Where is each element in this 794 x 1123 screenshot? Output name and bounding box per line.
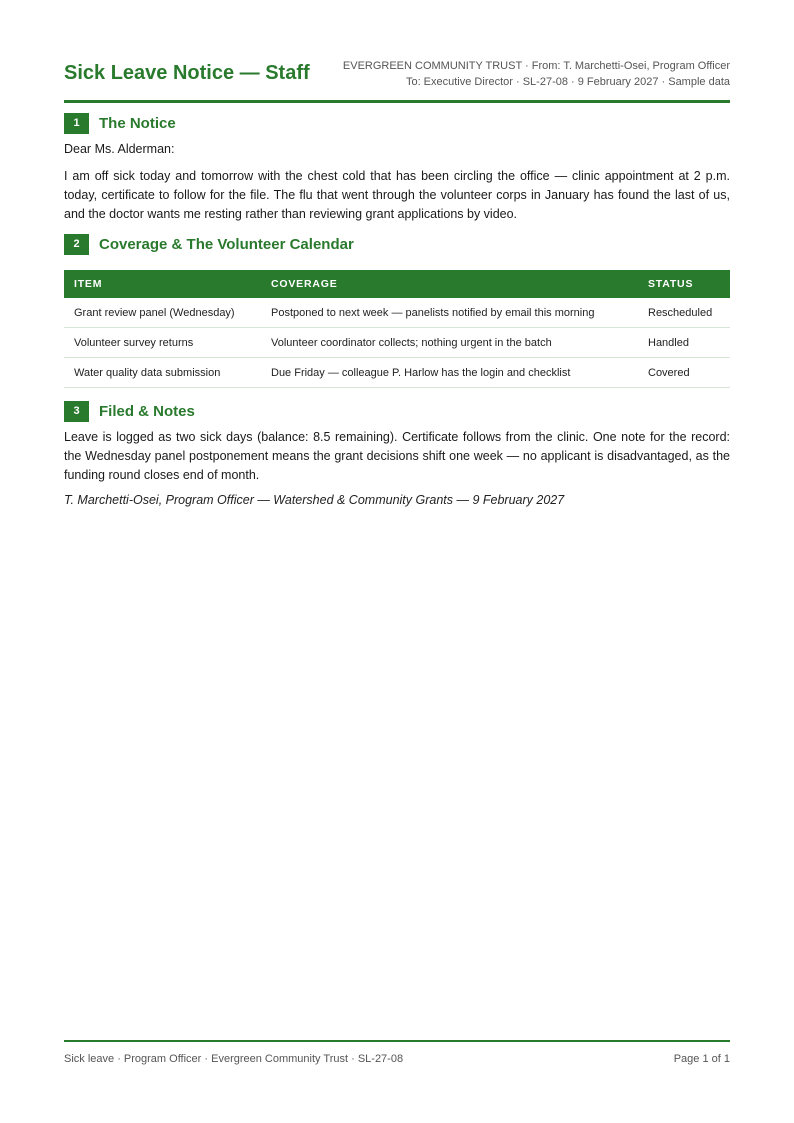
table-cell-status: Handled xyxy=(638,328,730,358)
section-title: Coverage & The Volunteer Calendar xyxy=(99,236,354,253)
table-row xyxy=(64,298,730,328)
table-cell-coverage: Volunteer coordinator collects; nothing urgent in the batch xyxy=(261,328,638,358)
header-meta xyxy=(343,58,730,90)
column-header-coverage: COVERAGE xyxy=(271,278,338,290)
section-number: 1 xyxy=(64,113,89,134)
page-footer xyxy=(64,1040,730,1072)
salutation: Dear Ms. Alderman: xyxy=(64,142,175,156)
notice-body: I am off sick today and tomorrow with the chest cold that has been circling the office — clinic appointment at 2 p.m. today, certificate to follow for the file. The flu that went through the volunteer corps in January has found the last of us, and the doctor wants me resting rather than reviewing grant applications by video. xyxy=(64,169,730,221)
section-number: 3 xyxy=(64,401,89,422)
header-meta-line1: EVERGREEN COMMUNITY TRUST · From: T. Marchetti-Osei, Program Officer xyxy=(342,60,730,72)
header-meta-line2: To: Executive Director · SL-27-08 · 9 February 2027 · Sample data xyxy=(405,76,730,88)
table-row xyxy=(64,358,730,388)
table-cell-status: Covered xyxy=(638,358,730,388)
column-header-status: STATUS xyxy=(648,278,694,290)
table-cell-item: Grant review panel (Wednesday) xyxy=(64,298,261,328)
table-cell-item: Water quality data submission xyxy=(64,358,261,388)
table-cell-coverage: Postponed to next week — panelists notified by email this morning xyxy=(261,298,638,328)
section-title: Filed & Notes xyxy=(99,403,195,420)
table-cell-item: Volunteer survey returns xyxy=(64,328,261,358)
table-cell-status: Rescheduled xyxy=(638,298,730,328)
column-header-item: ITEM xyxy=(74,278,103,290)
coverage-table xyxy=(64,270,730,388)
document-header xyxy=(64,56,730,103)
table-header-row xyxy=(64,270,730,298)
section-title: The Notice xyxy=(99,115,176,132)
page-number: Page 1 of 1 xyxy=(673,1053,730,1065)
page-title: Sick Leave Notice — Staff xyxy=(64,62,310,84)
table-row xyxy=(64,328,730,358)
notes-body: Leave is logged as two sick days (balance: 8.5 remaining). Certificate follows from the clinic. One note for the record: the Wednesday panel postponement means the grant decisions shift one week — no applicant is disadvantaged, as the funding round closes end of month. xyxy=(64,430,730,482)
footer-left: Sick leave · Program Officer · Evergreen Community Trust · SL-27-08 xyxy=(64,1053,404,1065)
signature-line: T. Marchetti-Osei, Program Officer — Watershed & Community Grants — 9 February 2027 xyxy=(64,493,565,507)
section-number: 2 xyxy=(64,234,89,255)
table-cell-coverage: Due Friday — colleague P. Harlow has the login and checklist xyxy=(261,358,638,388)
